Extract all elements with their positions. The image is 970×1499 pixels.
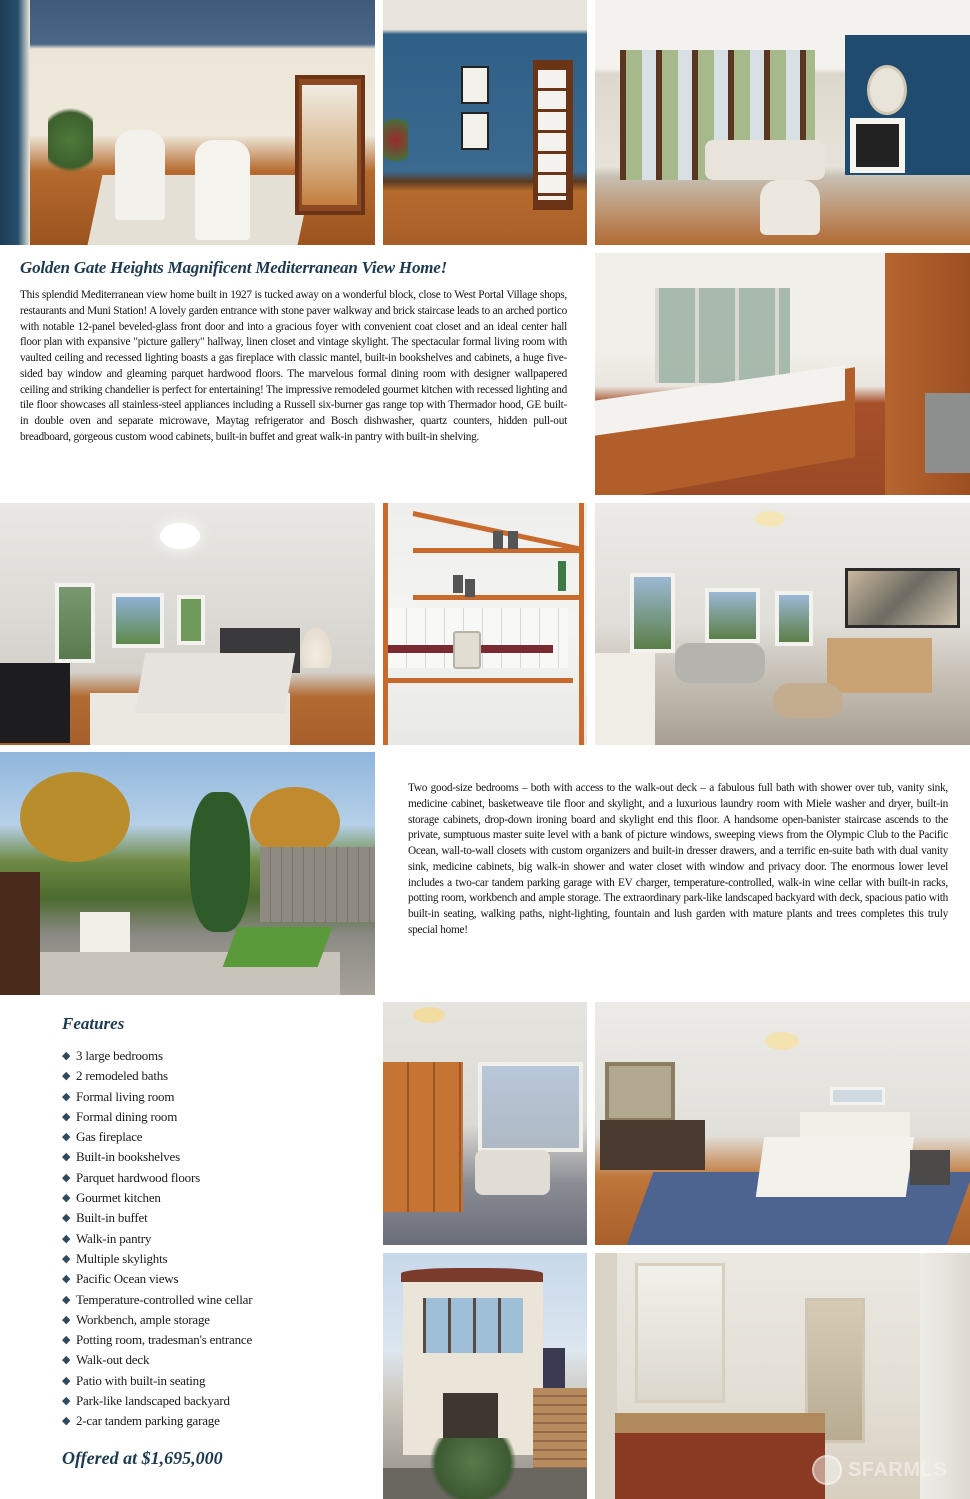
description-paragraph-2: Two good-size bedrooms – both with access to the walk-out deck – a fabulous full bath with shower over tub, vanity sink, medicine cabinet, basketweave tile floor and skylight, and a luxurious laundry room with Miele washer and dryer, built-in storage cabinets, drop-down ironing board and skylight end this floor. A handsome open-banister staircase ascends to the private, sumptuous master suite level with a bank of picture windows, sweeping views from the Olympic Club to the Pacific Ocean, wall-to-wall closets with custom organizers and built-in dresser drawers, and a terrific en-suite bath with dual vanity sink, medicine cabinets, big walk-in shower and water closet with window and privacy door. The enormous lower level includes a two-car tandem parking garage with EV charger, temperature-controlled, walk-in wine cellar with built-in racks, potting room, workbench and ample storage. The extraordinary park-like landscaped backyard with deck, spacious patio with built-in seating, walking paths, night-lighting, fountain and lush garden with mature plants and trees completes this truly special home!: [408, 782, 948, 936]
diamond-bullet-icon: ◆: [62, 1170, 71, 1184]
feature-item: ◆ Built-in bookshelves: [62, 1147, 362, 1167]
photo-kitchen: [595, 253, 970, 495]
feature-item: ◆ 2 remodeled baths: [62, 1066, 362, 1086]
feature-item: ◆ Gourmet kitchen: [62, 1188, 362, 1208]
listing-title: Golden Gate Heights Magnificent Mediterranean View Home!: [20, 258, 448, 277]
photo-bedroom-3: [383, 1002, 587, 1245]
photo-living-room: [595, 0, 970, 245]
diamond-bullet-icon: ◆: [62, 1049, 71, 1062]
feature-item: ◆ 2-car tandem parking garage: [62, 1411, 362, 1431]
diamond-bullet-icon: ◆: [62, 1272, 71, 1286]
photo-master-suite: [595, 1002, 970, 1245]
feature-item: ◆ Walk-out deck: [62, 1350, 362, 1370]
diamond-bullet-icon: ◆: [62, 1373, 71, 1387]
feature-item: ◆ Walk-in pantry: [62, 1229, 362, 1249]
diamond-bullet-icon: ◆: [62, 1109, 71, 1123]
diamond-bullet-icon: ◆: [62, 1150, 71, 1164]
photo-exterior: [383, 1253, 587, 1499]
feature-item: ◆ Park-like landscaped backyard: [62, 1391, 362, 1411]
photo-hallway: [383, 0, 587, 245]
photo-bedroom-1: [0, 503, 375, 745]
diamond-bullet-icon: ◆: [62, 1089, 71, 1103]
features-list: [62, 1046, 362, 1432]
listing-price: Offered at $1,695,000: [62, 1447, 223, 1468]
feature-item: ◆ Pacific Ocean views: [62, 1269, 362, 1289]
feature-item: ◆ Multiple skylights: [62, 1249, 362, 1269]
diamond-bullet-icon: ◆: [62, 1394, 71, 1408]
description-paragraph-1: This splendid Mediterranean view home built in 1927 is tucked away on a wonderful block, close to West Portal Village shops, restaurants and Muni Station! A lovely garden entrance with stone paver walkway and brick staircase leads to an arched portico with notable 12-panel beveled-glass front door and into a gracious foyer with convenient coat closet and an ideal center hall floor plan with expansive "picture gallery" hallway, linen closet and vintage skylight. The spectacular formal living room with vaulted ceiling and recessed lighting boasts a gas fireplace with classic mantel, built-in bookshelves and cabinets, a huge five-sided bay window and gleaming parquet hardwood floors. The marvelous formal dining room with designer wallpapered ceiling and striking chandelier is perfect for entertaining! The impressive remodeled gourmet kitchen with recessed lighting and tile floor showcases all stainless-steel appliances including a Russell six-burner gas range top with Thermador hood, GE built-in double oven and separate microwave, Maytag refrigerator and Bosch dishwasher, quartz counters, hidden pull-out breadboard, gorgeous custom wood cabinets, built-in buffet and great walk-in pantry with built-in shelving.: [20, 289, 567, 443]
diamond-bullet-icon: ◆: [62, 1333, 71, 1347]
diamond-bullet-icon: ◆: [62, 1414, 71, 1428]
photo-pantry: [383, 503, 587, 745]
mls-logo-icon: [812, 1455, 842, 1485]
feature-item: ◆ Gas fireplace: [62, 1127, 362, 1147]
diamond-bullet-icon: ◆: [62, 1312, 71, 1326]
feature-item: ◆ Built-in buffet: [62, 1208, 362, 1228]
feature-item: ◆ Workbench, ample storage: [62, 1310, 362, 1330]
diamond-bullet-icon: ◆: [62, 1130, 71, 1144]
diamond-bullet-icon: ◆: [62, 1251, 71, 1265]
diamond-bullet-icon: ◆: [62, 1191, 71, 1205]
feature-item: ◆ Temperature-controlled wine cellar: [62, 1290, 362, 1310]
features-title: Features: [62, 1014, 125, 1033]
feature-item: ◆ Patio with built-in seating: [62, 1371, 362, 1391]
photo-dining-room: [0, 0, 375, 245]
diamond-bullet-icon: ◆: [62, 1069, 71, 1083]
feature-item: ◆ 3 large bedrooms: [62, 1046, 362, 1066]
diamond-bullet-icon: ◆: [62, 1211, 71, 1225]
photo-backyard: [0, 752, 375, 995]
photo-bedroom-2: [595, 503, 970, 745]
feature-item: ◆ Formal dining room: [62, 1107, 362, 1127]
feature-item: ◆ Formal living room: [62, 1087, 362, 1107]
mls-watermark: [812, 1455, 947, 1485]
watermark-text: SFARMLS: [848, 1458, 948, 1481]
diamond-bullet-icon: ◆: [62, 1292, 71, 1306]
features-section: [62, 1014, 362, 1469]
feature-item: ◆ Potting room, tradesman's entrance: [62, 1330, 362, 1350]
diamond-bullet-icon: ◆: [62, 1231, 71, 1245]
feature-item: ◆ Parquet hardwood floors: [62, 1168, 362, 1188]
diamond-bullet-icon: ◆: [62, 1353, 71, 1367]
description-block-2: [408, 781, 948, 939]
description-block-1: [20, 258, 567, 446]
